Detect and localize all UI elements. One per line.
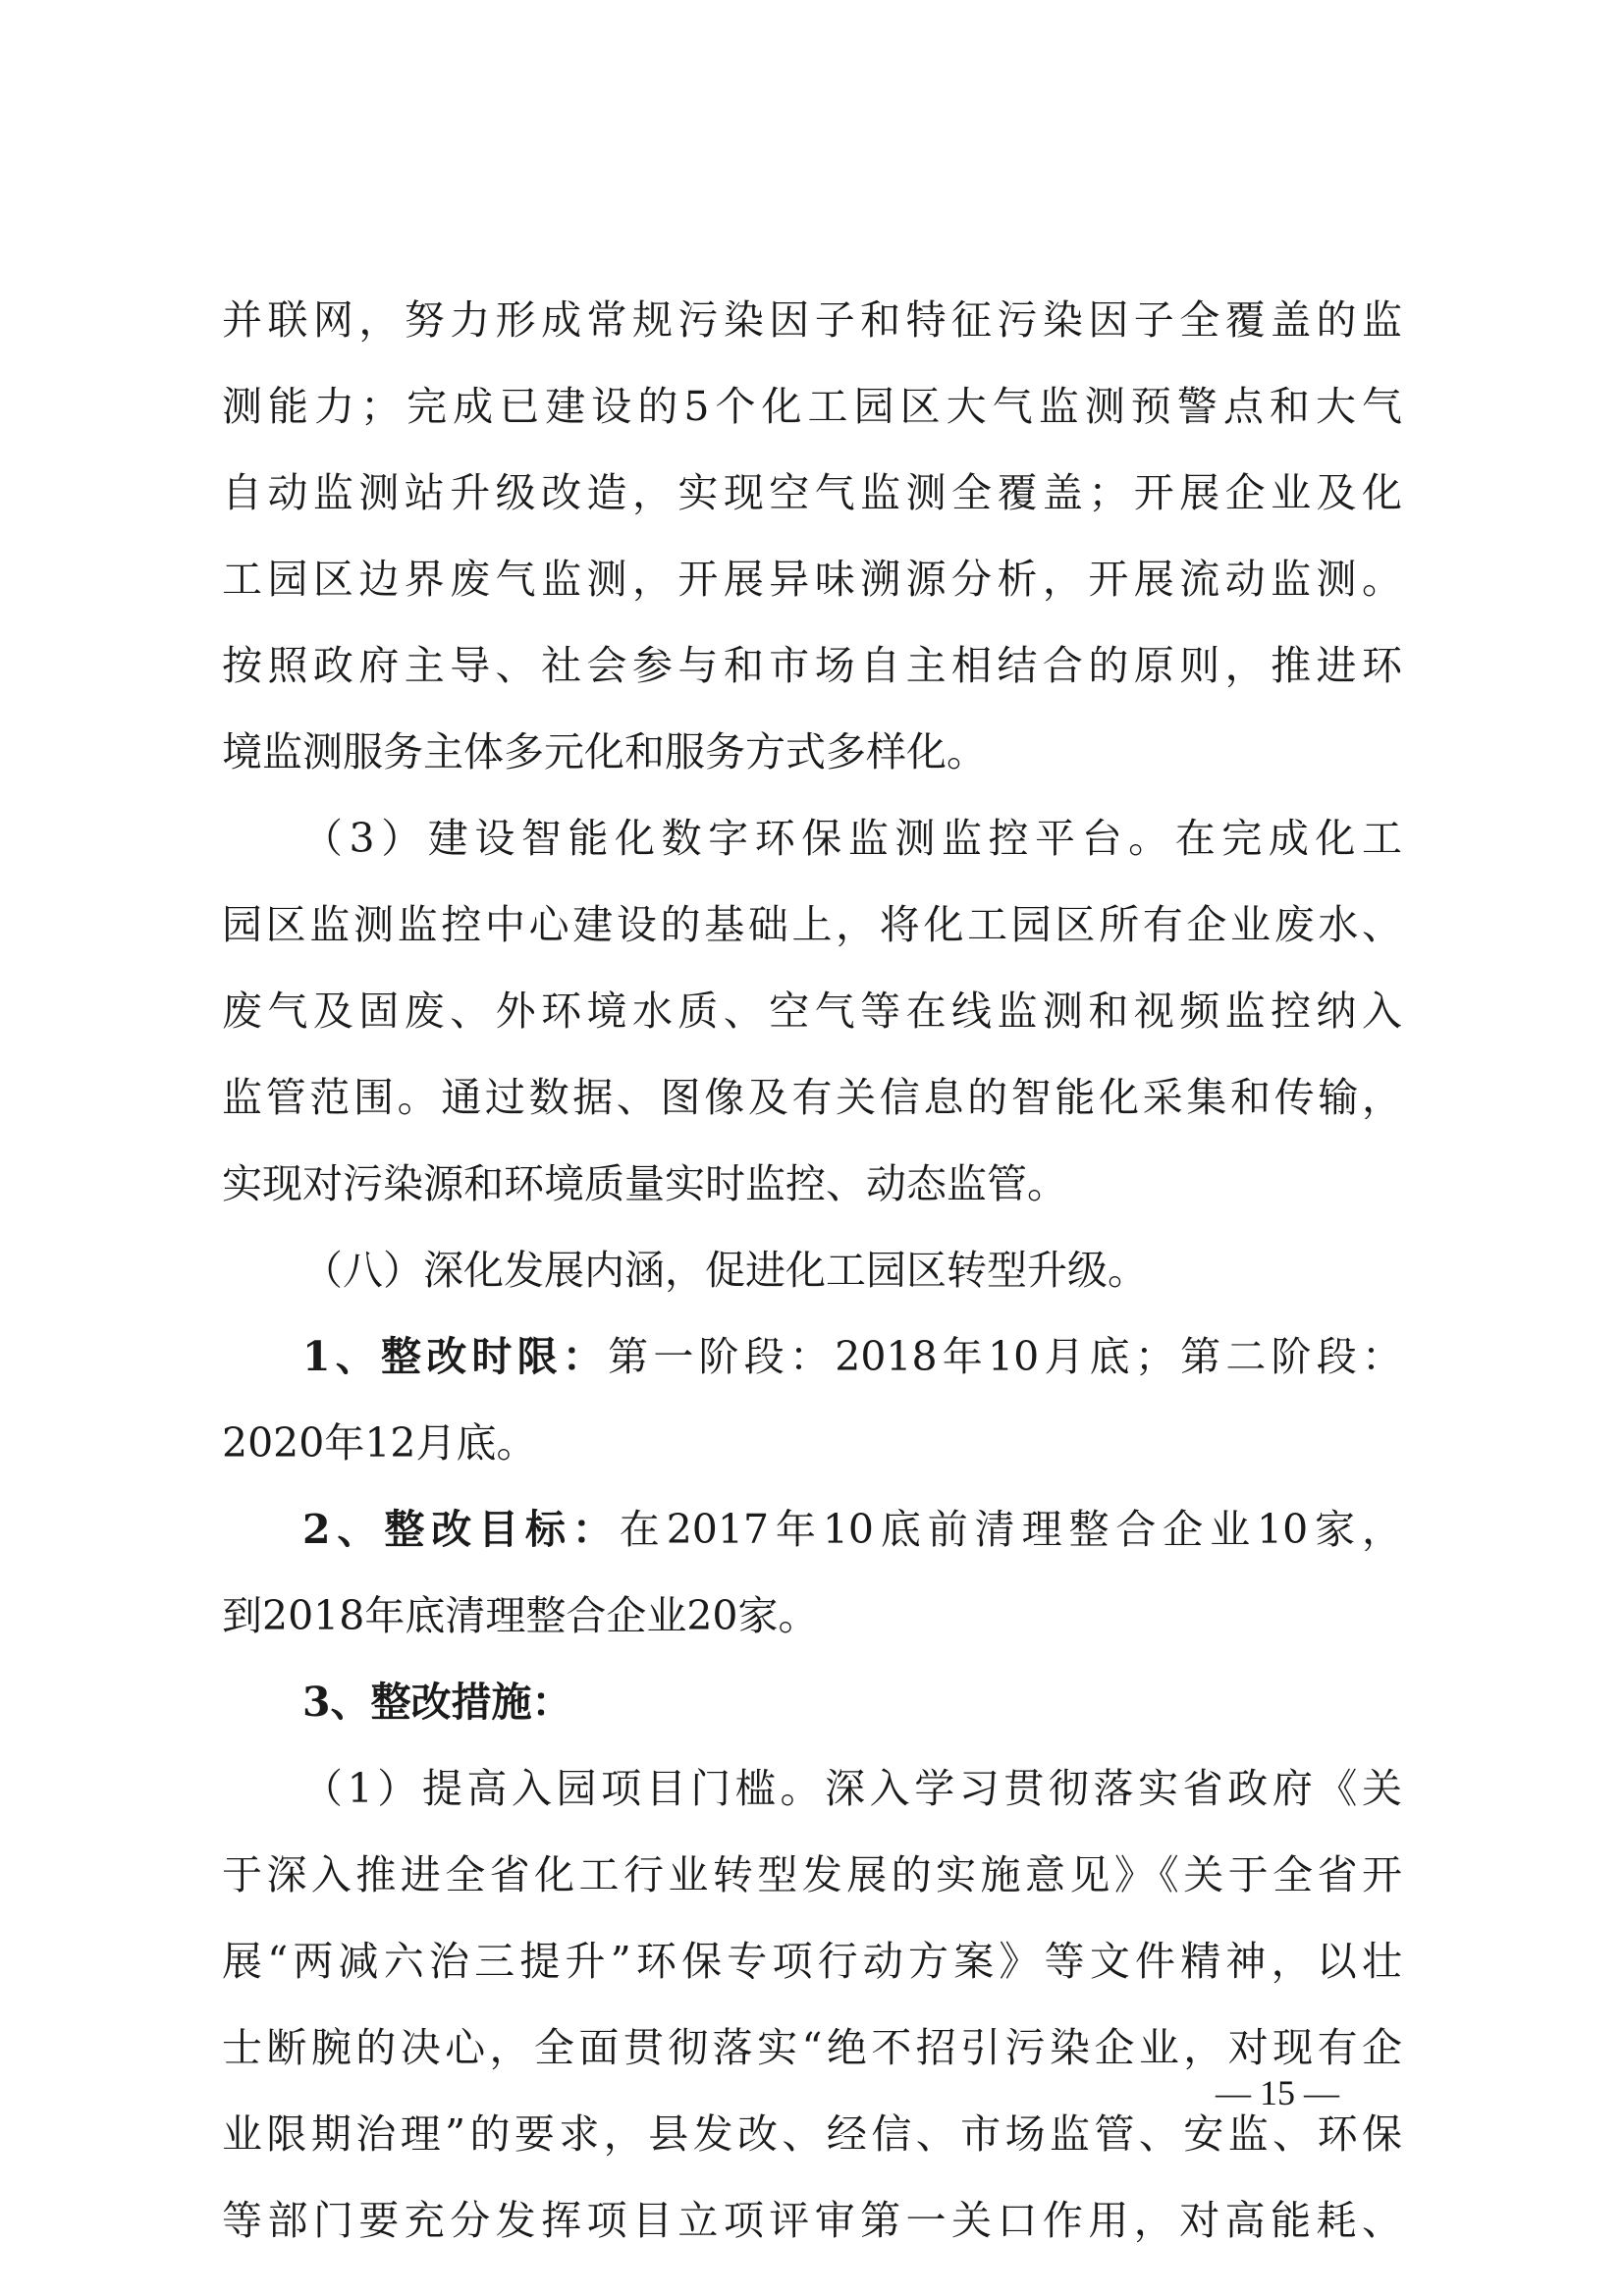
- paragraph-line: 废气及固废、外环境水质、空气等在线监测和视频监控纳入: [222, 988, 1402, 1035]
- paragraph-line: 业限期治理”的要求，县发改、经信、市场监管、安监、环保: [222, 2110, 1402, 2158]
- item-heading: 3、整改措施：: [302, 1679, 572, 1726]
- item-label: 1、整改时限：: [302, 1333, 609, 1380]
- page-number: — 15 —: [1216, 2073, 1339, 2112]
- paragraph-line: 自动监测站升级改造，实现空气监测全覆盖；开展企业及化: [222, 469, 1402, 516]
- item-line: [302, 1329, 1402, 1384]
- paragraph-line: 工园区边界废气监测，开展异味溯源分析，开展流动监测。: [222, 556, 1402, 603]
- paragraph-line: 实现对污染源和环境质量实时监控、动态监管。: [222, 1160, 1067, 1207]
- paragraph-line: 等部门要充分发挥项目立项评审第一关口作用，对高能耗、: [222, 2197, 1402, 2244]
- item-text: 第一阶段：2018年10月底；第二阶段：: [608, 1333, 1402, 1380]
- paragraph-line: 展“两减六治三提升”环保专项行动方案》等文件精神，以壮: [222, 1938, 1402, 1985]
- section-heading: （八）深化发展内涵，促进化工园区转型升级。: [302, 1247, 1148, 1294]
- paragraph-line: 并联网，努力形成常规污染因子和特征污染因子全覆盖的监: [222, 296, 1402, 344]
- item-label: 2、整改目标：: [302, 1506, 620, 1553]
- item-text: 在2017年10底前清理整合企业10家，: [619, 1506, 1403, 1553]
- paragraph-line: 境监测服务主体多元化和服务方式多样化。: [222, 728, 987, 775]
- paragraph-line: 监管范围。通过数据、图像及有关信息的智能化采集和传输，: [222, 1074, 1402, 1121]
- paragraph-line: 测能力；完成已建设的5个化工园区大气监测预警点和大气: [222, 383, 1402, 430]
- paragraph-line: 按照政府主导、社会参与和市场自主相结合的原则，推进环: [222, 642, 1402, 689]
- paragraph-line: （3）建设智能化数字环保监测监控平台。在完成化工: [302, 815, 1402, 862]
- paragraph-line: 园区监测监控中心建设的基础上，将化工园区所有企业废水、: [222, 901, 1402, 948]
- paragraph-line: （1）提高入园项目门槛。深入学习贯彻落实省政府《关: [302, 1765, 1402, 1812]
- paragraph-line: 士断腕的决心，全面贯彻落实“绝不招引污染企业，对现有企: [222, 2024, 1402, 2071]
- item-continuation: 到2018年底清理整合企业20家。: [222, 1592, 819, 1639]
- paragraph-line: 于深入推进全省化工行业转型发展的实施意见》《关于全省开: [222, 1851, 1402, 1898]
- item-line: [302, 1502, 1402, 1557]
- item-continuation: 2020年12月底。: [222, 1419, 537, 1467]
